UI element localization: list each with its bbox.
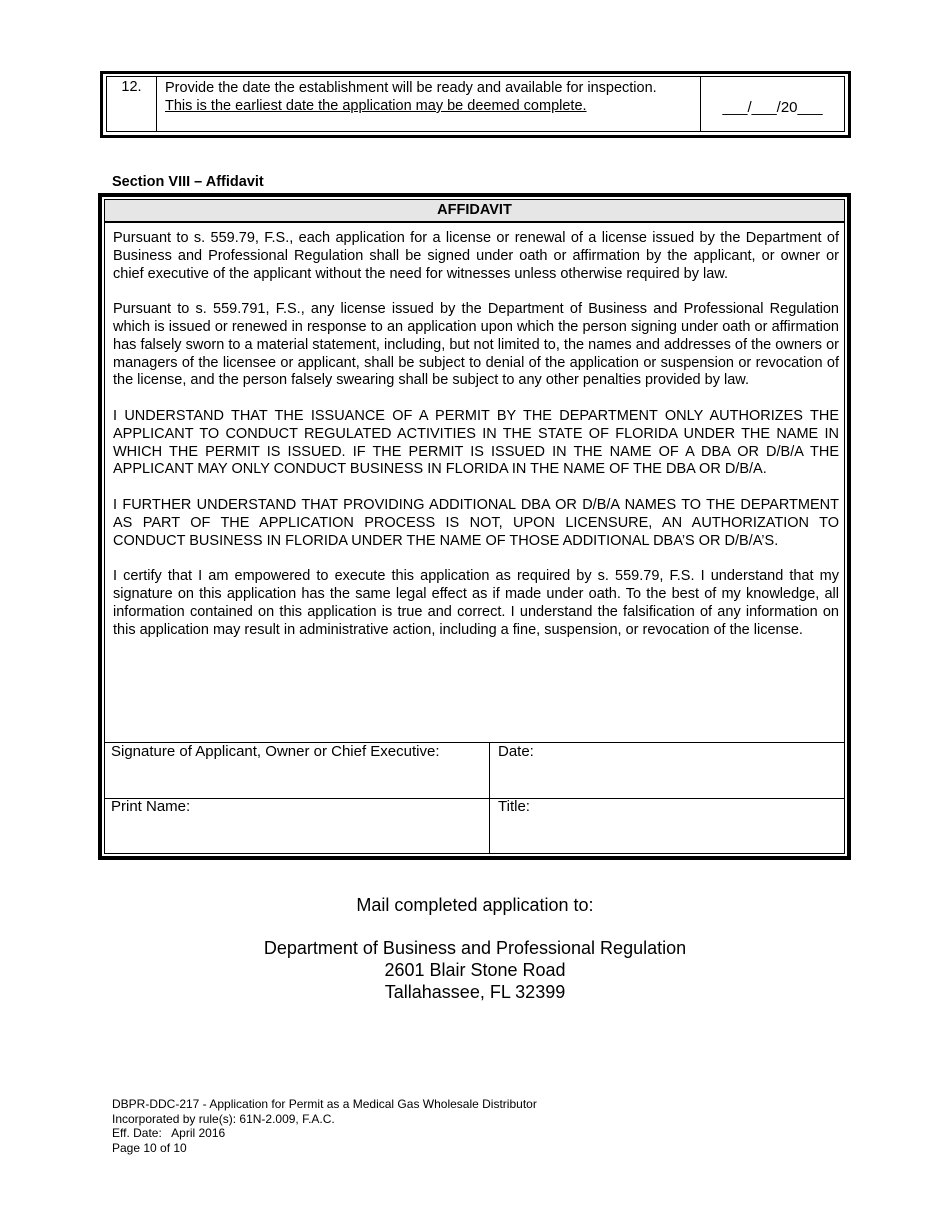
eff-date: Eff. Date: April 2016 (112, 1126, 226, 1140)
title-label: Title: (498, 798, 530, 815)
affidavit-paragraph: Pursuant to s. 559.79, F.S., each application for a license or renewal of a license issued by the Department of Business and Professional Regulation shall be signed under oath or affirmation by the applicant, or owner or chief executive of the applicant without the need for witnesses unless otherwise required by law. (113, 230, 839, 282)
item-12-line1: Provide the date the establishment will be ready and available for inspection. (165, 80, 657, 96)
section-title: Section VIII – Affidavit (112, 174, 264, 190)
form-line: DBPR-DDC-217 - Application for Permit as a Medical Gas Wholesale Distributor (112, 1097, 537, 1111)
page-footer (112, 1097, 537, 1155)
mailing-address (0, 937, 950, 1003)
affidavit-paragraph: Pursuant to s. 559.791, F.S., any license issued by the Department of Business and Professional Regulation which is issued or renewed in response to an application upon which the person signing under oath or affirmation has falsely sworn to a material statement, including, but not limited to, the names and addresses of the owners or managers of the licensee or applicant, shall be subject to denial of the application or suspension or revocation of the license, and the person falsely swearing shall be subject to any other penalties provided by law. (113, 301, 839, 389)
affidavit-body (105, 223, 844, 639)
page-number: Page 10 of 10 (112, 1140, 187, 1155)
title-field[interactable] (490, 798, 844, 853)
affidavit-box (98, 193, 851, 860)
affidavit-paragraph: I certify that I am empowered to execute this application as required by s. 559.79, F.S. I understand that my signature on this application has the same legal effect as if made under oath. To the best of my knowledge, all information contained on this application is true and correct. I understand the falsification of any information on this application may result in administrative action, including a fine, suspension, or revocation of the license. (113, 568, 839, 638)
date-label: Date: (498, 743, 534, 760)
item-number: 12. (107, 77, 157, 131)
item-12-table (100, 71, 851, 138)
address-line3: Tallahassee, FL 32399 (384, 982, 566, 1002)
item-12-line2: This is the earliest date the application may be deemed complete. (165, 98, 587, 114)
affidavit-header: AFFIDAVIT (105, 200, 844, 223)
print-name-field[interactable] (105, 798, 490, 853)
mail-heading: Mail completed application to: (356, 895, 594, 915)
affidavit-paragraph: I UNDERSTAND THAT THE ISSUANCE OF A PERMIT BY THE DEPARTMENT ONLY AUTHORIZES THE APPLICANT TO CONDUCT REGULATED ACTIVITIES IN THE STATE OF FLORIDA UNDER THE NAME IN WHICH THE PERMIT IS ISSUED. IF THE PERMIT IS ISSUED IN THE NAME OF A DBA OR D/B/A THE APPLICANT MAY ONLY CONDUCT BUSINESS IN FLORIDA IN THE NAME OF THE DBA OR D/B/A. (113, 407, 839, 478)
signature-label: Signature of Applicant, Owner or Chief Executive: (111, 743, 440, 760)
print-name-row (105, 798, 844, 853)
item-12-question (157, 77, 701, 131)
signature-field[interactable] (105, 743, 490, 798)
date-field[interactable] (490, 743, 844, 798)
address-line2: 2601 Blair Stone Road (384, 960, 566, 980)
signature-grid (105, 742, 844, 853)
inspection-date-field[interactable]: ___/___/20___ (722, 99, 823, 116)
item-12-inner (106, 76, 845, 132)
affidavit-paragraph: I FURTHER UNDERSTAND THAT PROVIDING ADDITIONAL DBA OR D/B/A NAMES TO THE DEPARTMENT AS PART OF THE APPLICATION PROCESS IS NOT, UPON LICENSURE, AN AUTHORIZATION TO CONDUCT BUSINESS IN FLORIDA UNDER THE NAME OF THOSE ADDITIONAL DBA’S OR D/B/A’S. (113, 496, 839, 549)
address-line1: Department of Business and Professional Regulation (263, 938, 687, 958)
affidavit-frame (104, 199, 845, 854)
print-name-label: Print Name: (111, 798, 191, 815)
signature-row (105, 743, 844, 799)
rule-line: Incorporated by rule(s): 61N-2.009, F.A.C. (112, 1111, 335, 1126)
